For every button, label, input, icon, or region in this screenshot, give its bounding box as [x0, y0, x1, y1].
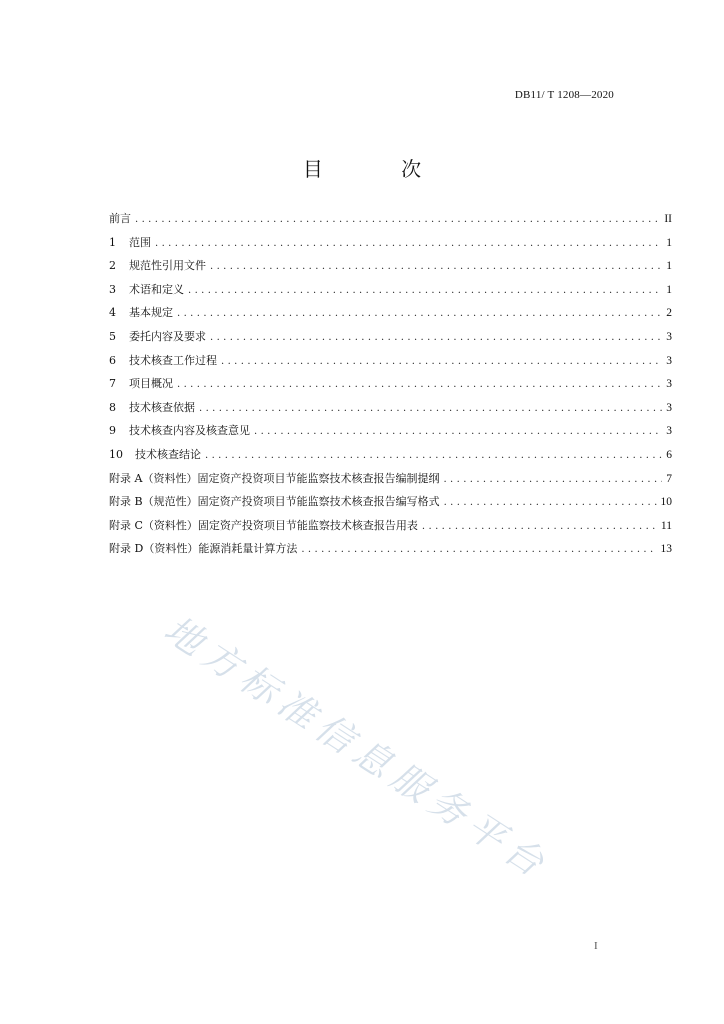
page-number: I: [594, 940, 598, 952]
toc-entry-page: 3: [666, 354, 672, 367]
toc-entry-page: 11: [660, 519, 672, 532]
toc-leader: [221, 356, 662, 367]
toc-entry[interactable]: [109, 304, 672, 328]
toc-entry-text: 术语和定义: [129, 282, 184, 296]
toc-entry-page: 13: [660, 543, 672, 556]
toc-entry-number: 8: [109, 400, 116, 414]
toc-entry-page: 1: [666, 283, 672, 296]
watermark: 地方标准信息服务平台: [156, 607, 558, 889]
toc-leader: [199, 403, 662, 414]
toc-entry-number: 3: [109, 282, 116, 296]
toc-entry-page: II: [664, 213, 672, 225]
toc-entry-number: 10: [109, 447, 123, 461]
toc-annex-entry[interactable]: [109, 540, 672, 564]
toc-entry-text: 固定资产投资项目节能监察技术核查报告编写格式: [197, 495, 440, 509]
toc-entry-number: 4: [109, 306, 116, 320]
toc-leader: [177, 308, 662, 319]
toc-leader: [301, 544, 656, 555]
toc-annex-entry[interactable]: [109, 470, 672, 494]
toc-leader: [210, 261, 662, 272]
toc-entry-page: 3: [666, 330, 672, 343]
toc-entry[interactable]: [109, 375, 672, 399]
toc-entry-number: 6: [109, 353, 116, 367]
toc-entry-page: 3: [666, 425, 672, 438]
toc-annex-entry[interactable]: [109, 493, 672, 517]
toc-leader: [444, 497, 657, 508]
toc-entry-text: 委托内容及要求: [129, 329, 206, 343]
table-of-contents: [109, 210, 672, 564]
toc-entry[interactable]: [109, 422, 672, 446]
toc-entry-text: 项目概况: [129, 377, 173, 391]
toc-entry-text: 固定资产投资项目节能监察技术核查报告用表: [197, 518, 418, 532]
toc-entry[interactable]: [109, 446, 672, 470]
toc-annex-entry[interactable]: [109, 517, 672, 541]
toc-annex-label: 附录 B（规范性）: [109, 495, 198, 509]
toc-entry-text: 规范性引用文件: [129, 259, 206, 273]
toc-entry-number: 2: [109, 259, 116, 273]
toc-entry-text: 技术核查结论: [135, 447, 201, 461]
toc-entry-text: 能源消耗量计算方法: [198, 542, 298, 556]
toc-entry[interactable]: [109, 257, 672, 281]
toc-entry-page: 2: [666, 307, 672, 320]
toc-annex-label: 附录 C（资料性）: [109, 518, 198, 532]
toc-entry-page: 6: [666, 448, 672, 461]
toc-entry-number: 5: [109, 329, 116, 343]
toc-leader: [422, 521, 657, 532]
toc-leader: [443, 474, 662, 485]
document-code: DB11/ T 1208—2020: [514, 89, 614, 101]
toc-entry-number: 9: [109, 424, 116, 438]
toc-annex-label: 附录 A（资料性）: [109, 471, 198, 485]
toc-entry-number: 1: [109, 235, 116, 249]
toc-entry-text: 技术核查工作过程: [129, 353, 217, 367]
toc-leader: [254, 426, 662, 437]
toc-annex-label: 附录 D（资料性）: [109, 542, 199, 556]
toc-entry-page: 3: [666, 401, 672, 414]
toc-leader: [210, 332, 662, 343]
toc-entry-page: 7: [666, 472, 672, 485]
toc-entry-number: 7: [109, 377, 116, 391]
toc-leader: [155, 238, 662, 249]
toc-entry-text: 基本规定: [129, 306, 173, 320]
toc-entry-text: 技术核查内容及核查意见: [129, 424, 250, 438]
toc-entry-page: 1: [666, 260, 672, 273]
toc-entry[interactable]: [109, 234, 672, 258]
toc-leader: [135, 214, 660, 225]
toc-entry-page: 3: [666, 378, 672, 391]
toc-entry[interactable]: [109, 328, 672, 352]
toc-entry-text: 固定资产投资项目节能监察技术核查报告编制提纲: [197, 471, 440, 485]
toc-leader: [205, 450, 662, 461]
toc-entry[interactable]: [109, 352, 672, 376]
toc-leader: [177, 379, 662, 390]
toc-leader: [188, 285, 662, 296]
page-title: 目 次: [302, 157, 458, 181]
toc-entry[interactable]: [109, 399, 672, 423]
toc-entry-preface[interactable]: [109, 210, 672, 234]
toc-entry-page: 10: [660, 496, 672, 509]
toc-entry-text: 技术核查依据: [129, 400, 195, 414]
toc-entry-text: 范围: [129, 235, 151, 249]
toc-entry-page: 1: [666, 236, 672, 249]
toc-entry-text: 前言: [109, 212, 131, 225]
toc-entry[interactable]: [109, 281, 672, 305]
